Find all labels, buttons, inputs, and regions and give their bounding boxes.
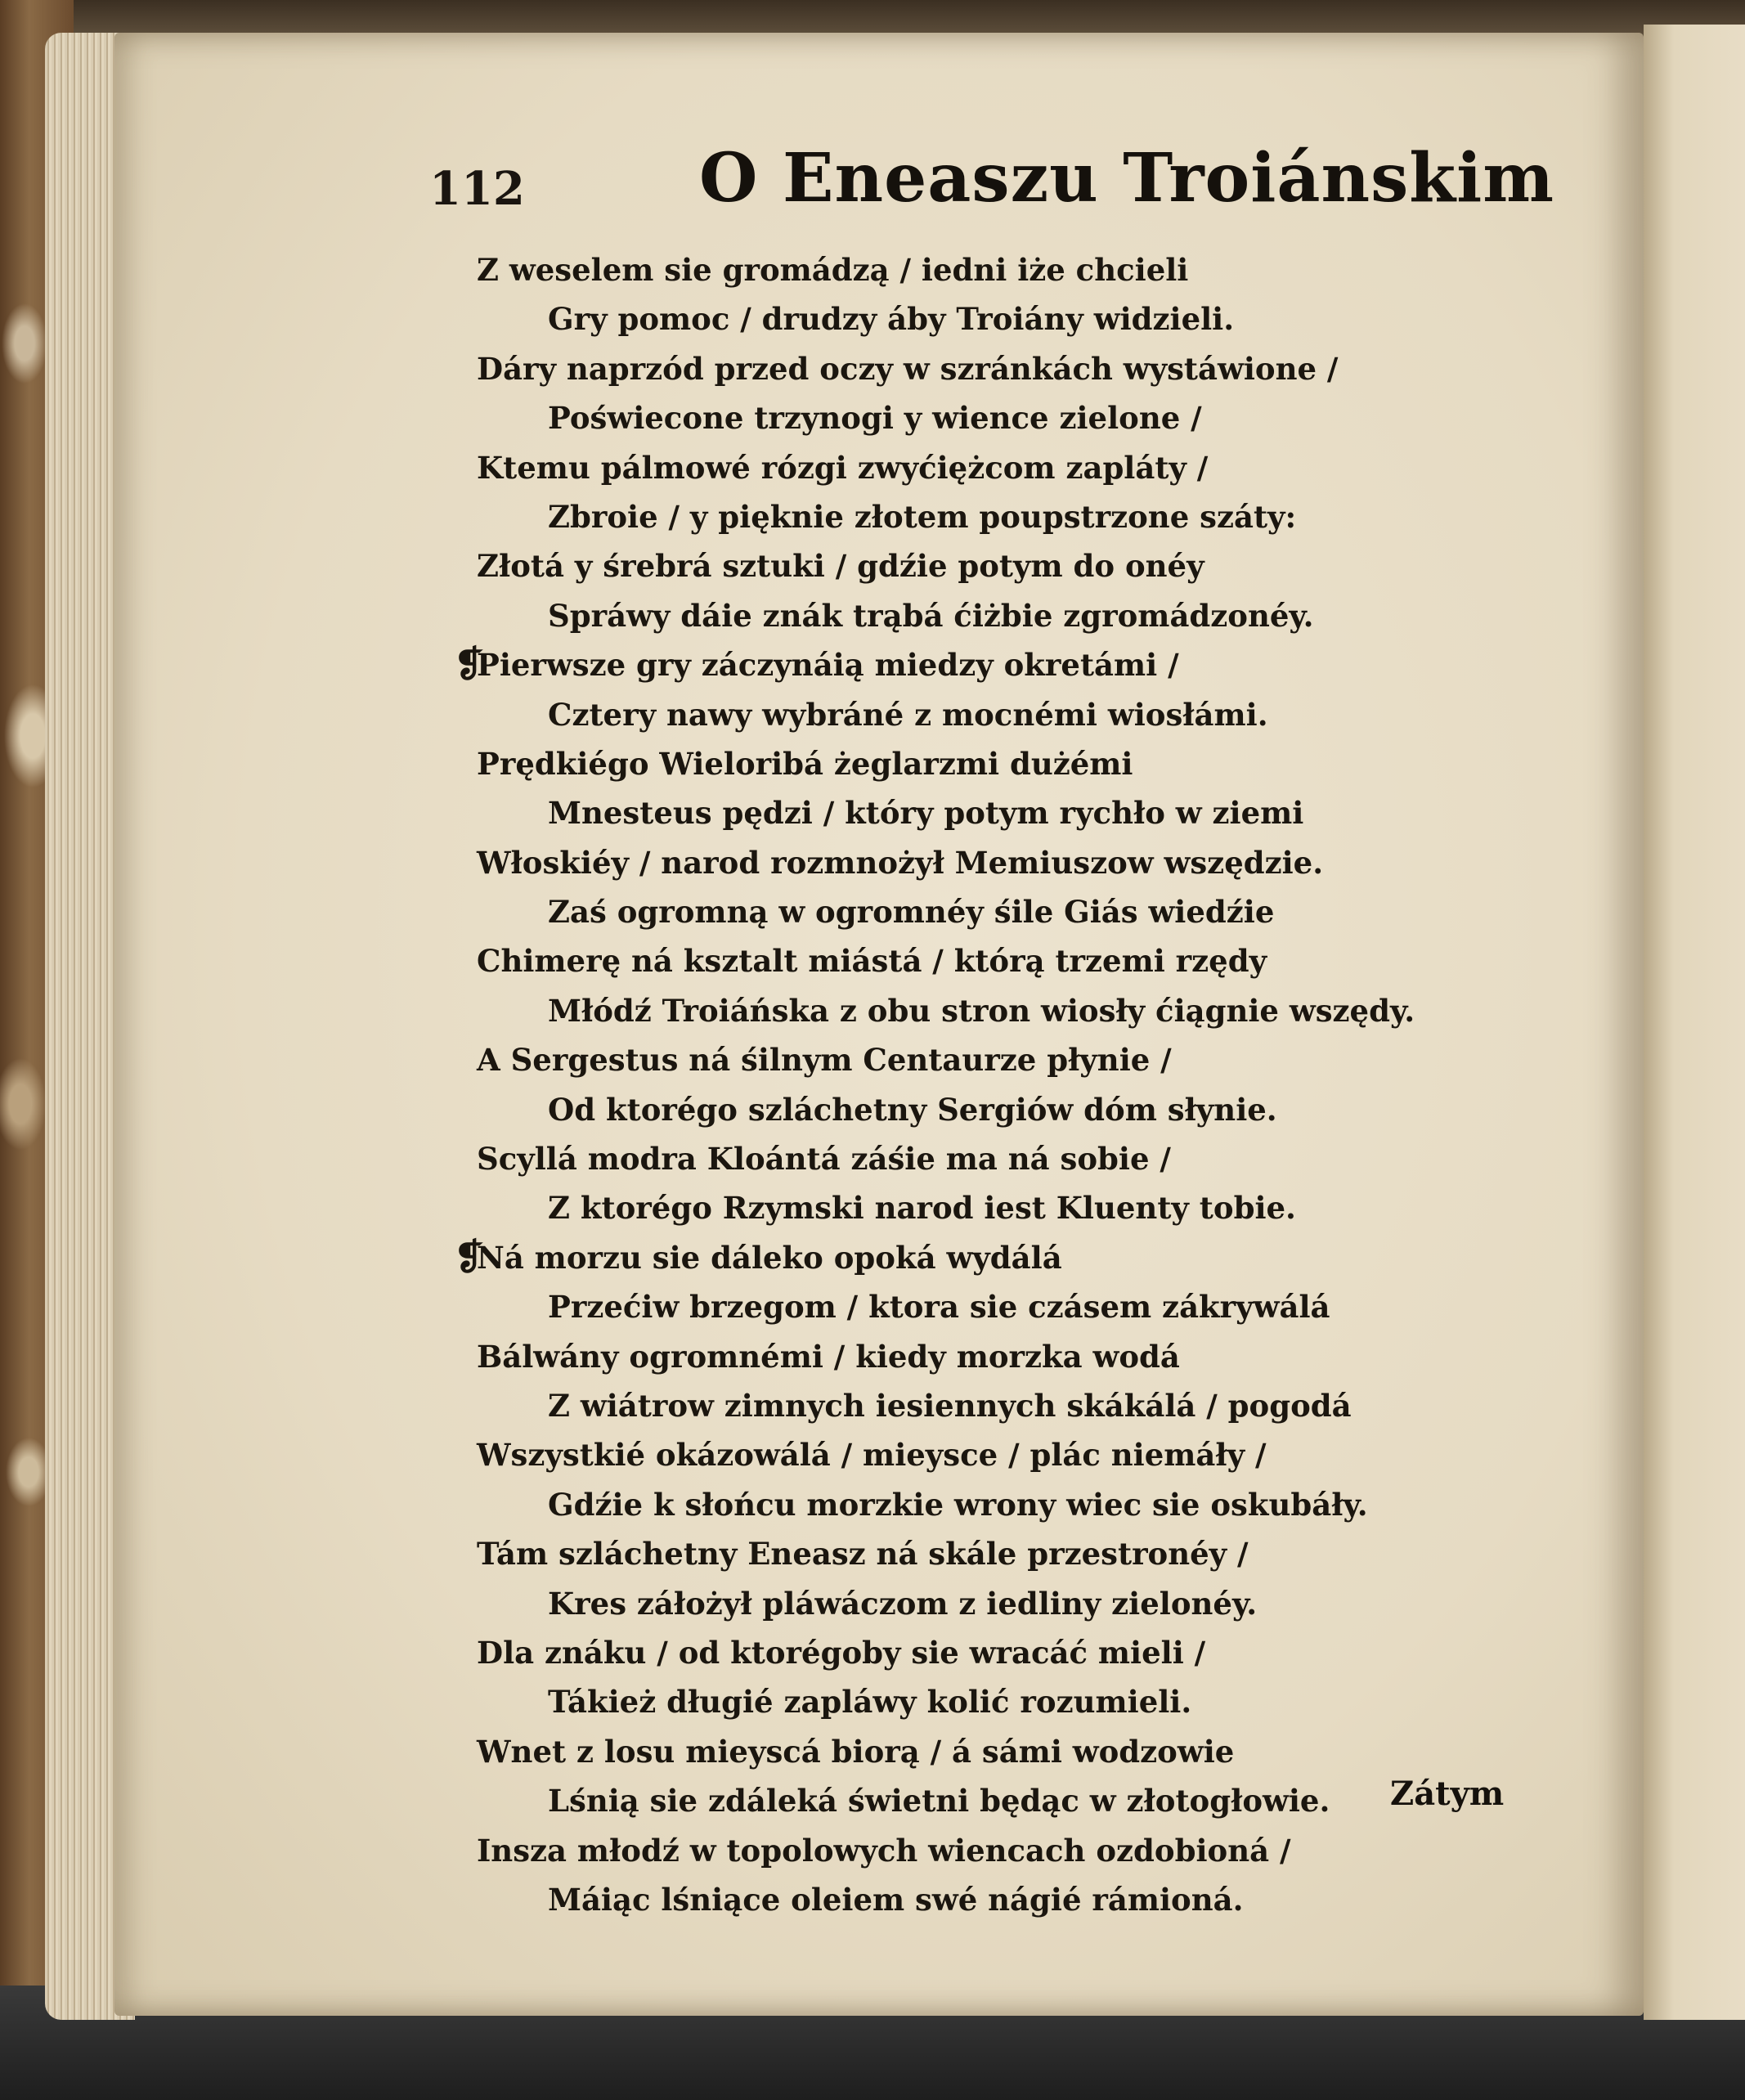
verse-line <box>0 1233 1644 1282</box>
verse-line-text: Włoskiéy / narod rozmnożył Memiuszow wszędzie. <box>477 844 1324 881</box>
verse-line-text: Máiąc lśniące oleiem swé nágié rámioná. <box>548 1881 1244 1918</box>
verse-line-text: Młódź Troiáńska z obu stron wiosły ćiągnie wszędy. <box>548 992 1415 1029</box>
verse-line <box>0 788 1644 837</box>
verse-line <box>0 1134 1644 1183</box>
verse-line-text: Insza młodź w topolowych wiencach ozdobioná / <box>477 1832 1291 1869</box>
page-header <box>429 139 1555 237</box>
verse-line-text: Przećiw brzegom / ktora sie czásem zákrywálá <box>548 1289 1330 1326</box>
verse-line-text: A Sergestus ná śilnym Centaurze płynie / <box>477 1042 1172 1079</box>
verse-line-text: Tákież długié zapláwy kolić rozumieli. <box>548 1684 1192 1721</box>
verse-line <box>0 1875 1644 1924</box>
verse-line-text: Z wiátrow zimnych iesiennych skákálá / pogodá <box>548 1387 1352 1424</box>
verse-line-text: Poświecone trzynogi y wience zielone / <box>548 400 1202 437</box>
verse-line-text: Zaś ogromną w ogromnéy śile Giás wiedźie <box>548 894 1275 931</box>
verse-line-text: Ná morzu sie dáleko opoká wydálá <box>477 1239 1062 1276</box>
page-number: 112 <box>429 162 525 216</box>
verse-line-text: Gry pomoc / drudzy áby Troiány widzieli. <box>548 301 1235 338</box>
verse-line <box>0 1826 1644 1875</box>
verse-line <box>0 443 1644 492</box>
verse-line <box>0 838 1644 887</box>
running-title: O Eneaszu Troiánskim <box>699 139 1555 218</box>
verse-line-text: Dla znáku / od ktorégoby sie wracáć mieli / <box>477 1634 1206 1671</box>
verse-line-text: Z ktorégo Rzymski narod iest Kluenty tobie. <box>548 1190 1296 1227</box>
verse-line-text: Dáry naprzód przed oczy w szránkách wystáwione / <box>477 350 1339 387</box>
verse-line <box>0 245 1644 294</box>
verse-line-text: Ktemu pálmowé rózgi zwyćiężcom zapláty / <box>477 449 1209 486</box>
verse-line-text: Kres záłożył pláwáczom z iedliny zielonéy. <box>548 1585 1258 1622</box>
verse-line-text: Tám szláchetny Eneasz ná skále przestronéy / <box>477 1536 1249 1573</box>
verse-line-text: Wszystkié okázowálá / mieysce / plác niemáły / <box>477 1437 1267 1474</box>
verse-line <box>0 1579 1644 1628</box>
verse-line-text: Gdźie k słońcu morzkie wrony wiec sie oskubáły. <box>548 1486 1368 1523</box>
verse-line-text: Spráwy dáie znák trąbá ćiżbie zgromádzonéy. <box>548 597 1314 634</box>
verse-line <box>0 1183 1644 1232</box>
verse-line <box>0 1480 1644 1529</box>
verse-line-text: Z weselem sie gromádzą / iedni iże chcieli <box>477 252 1189 288</box>
verse-line <box>0 393 1644 442</box>
verse-line <box>0 1035 1644 1084</box>
verse-line-text: Bálwány ogromnémi / kiedy morzka wodá <box>477 1338 1180 1375</box>
verse-line <box>0 344 1644 393</box>
verse-line-text: Pierwsze gry záczynáią miedzy okretámi / <box>477 647 1179 684</box>
verse-line-text: Wnet z losu mieyscá biorą / á sámi wodzowie <box>477 1733 1235 1770</box>
verse-line-text: Scyllá modra Kloántá záśie ma ná sobie / <box>477 1141 1171 1178</box>
catchword: Zátym <box>1390 1775 1505 1813</box>
poem-text <box>0 245 1644 1924</box>
verse-line <box>0 1529 1644 1578</box>
verse-line <box>0 739 1644 788</box>
verse-line <box>0 1677 1644 1726</box>
verse-line <box>0 1282 1644 1331</box>
verse-line <box>0 1085 1644 1134</box>
verse-line <box>0 986 1644 1035</box>
verse-line <box>0 591 1644 640</box>
verse-line <box>0 690 1644 739</box>
verse-line <box>0 1430 1644 1479</box>
verse-line-text: Chimerę ná ksztalt miástá / którą trzemi rzędy <box>477 943 1267 980</box>
verse-line <box>0 541 1644 590</box>
pilcrow-icon: ❡ <box>454 1236 484 1278</box>
verse-line-text: Zbroie / y pięknie złotem poupstrzone száty: <box>548 498 1297 535</box>
verse-line <box>0 1381 1644 1430</box>
verse-line <box>0 887 1644 936</box>
verse-line-text: Prędkiégo Wieloribá żeglarzmi dużémi <box>477 745 1133 782</box>
pilcrow-icon: ❡ <box>454 644 484 686</box>
verse-line-text: Mnesteus pędzi / który potym rychło w ziemi <box>548 795 1304 832</box>
verse-line <box>0 492 1644 541</box>
verse-line <box>0 294 1644 343</box>
verse-line <box>0 936 1644 985</box>
verse-line-text: Cztery nawy wybráné z mocnémi wiosłámi. <box>548 696 1268 733</box>
verse-line <box>0 1727 1644 1776</box>
facing-page <box>1644 25 1745 2020</box>
verse-line <box>0 640 1644 689</box>
verse-line <box>0 1332 1644 1381</box>
verse-line-text: Od ktorégo szláchetny Sergiów dóm słynie. <box>548 1091 1277 1128</box>
verse-line-text: Lśnią sie zdáleká świetni będąc w złotogłowie. <box>548 1783 1330 1820</box>
verse-line-text: Złotá y śrebrá sztuki / gdźie potym do onéy <box>477 548 1204 585</box>
verse-line <box>0 1628 1644 1677</box>
